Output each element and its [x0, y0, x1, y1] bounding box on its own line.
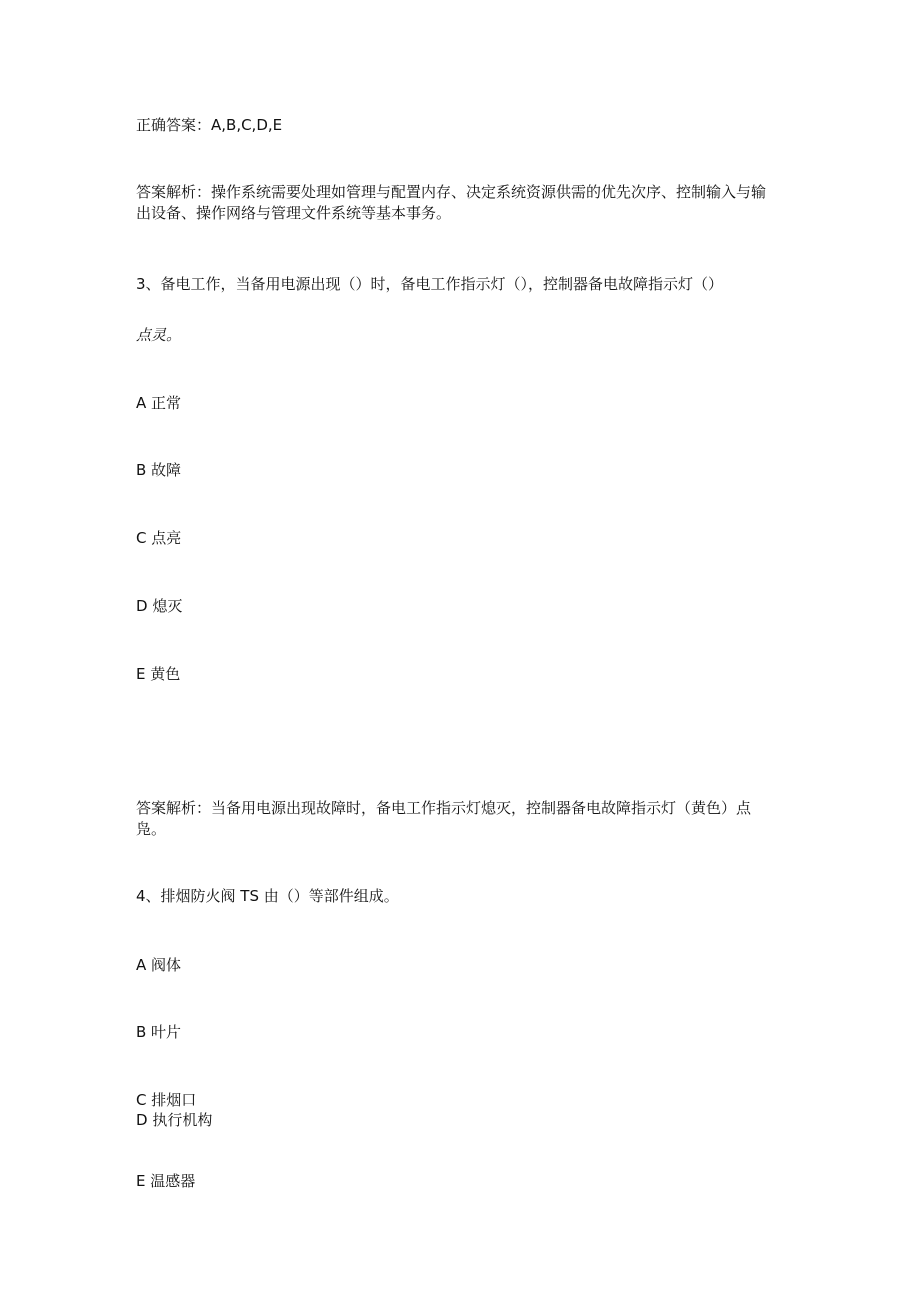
q3-question-tail: 点灵。: [136, 326, 182, 344]
q4-option-d: D 执行机构: [136, 1111, 213, 1129]
q4-question-text: 4、排烟防火阀 TS 由（）等部件组成。: [136, 887, 399, 905]
q2-correct-answer: 正确答案：A,B,C,D,E: [136, 116, 283, 134]
q4-option-c: C 排烟口: [136, 1091, 197, 1109]
q3-option-d: D 熄灭: [136, 597, 183, 615]
q4-option-a: A 阀体: [136, 956, 182, 974]
q2-answer-analysis: 答案解析：操作系统需要处理如管理与配置内存、决定系统资源供需的优先次序、控制输入与输出设备、操作网络与管理文件系统等基本事务。: [136, 183, 767, 222]
q3-option-b: B 故障: [136, 461, 182, 479]
q4-option-e: E 温感器: [136, 1172, 196, 1190]
q3-answer-analysis: 答案解析：当备用电源出现故障时，备电工作指示灯熄灭，控制器备电故障指示灯（黄色）点凫。: [136, 799, 752, 838]
q3-option-e: E 黄色: [136, 665, 181, 683]
q3-question-text: 3、备电工作，当备用电源出现（）时，备电工作指示灯（），控制器备电故障指示灯（）: [136, 275, 724, 293]
q4-option-b: B 叶片: [136, 1023, 182, 1041]
q3-option-c: C 点亮: [136, 529, 182, 547]
q3-option-a: A 正常: [136, 394, 182, 412]
